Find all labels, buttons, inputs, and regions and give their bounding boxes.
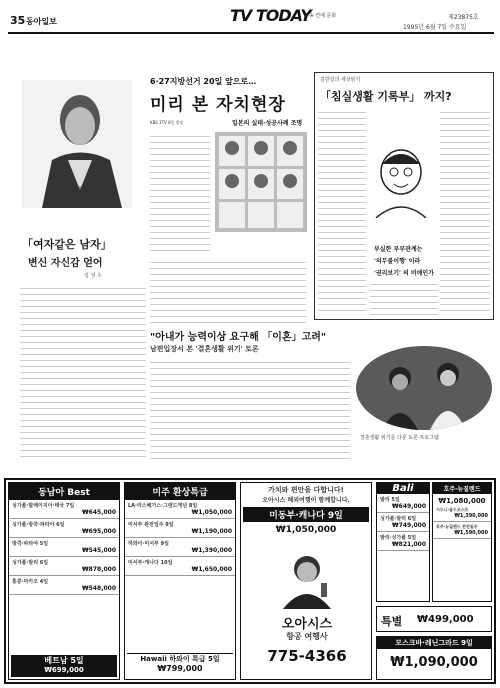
ad-southeast-asia-item-name: 싱가폴·방콕·파타야 6일 bbox=[12, 522, 65, 528]
agent-photo bbox=[275, 549, 339, 609]
ad-australia-item-price: ₩1,390,000 bbox=[454, 513, 488, 519]
ad-special-price: ₩499,000 bbox=[417, 614, 474, 625]
main-headline: 미리 본 자치현장 bbox=[150, 95, 286, 115]
ad-australia-item-price: ₩1,590,000 bbox=[454, 530, 488, 536]
ad-bali-item bbox=[377, 494, 429, 513]
caricature-icon bbox=[368, 144, 434, 218]
ad-australia-item bbox=[433, 522, 491, 539]
ad-bali-title: Bali bbox=[377, 483, 429, 494]
ad-americas-item bbox=[125, 557, 235, 576]
right-caption-2: '의무불이행' 이라 bbox=[374, 258, 421, 265]
ad-americas-item bbox=[125, 538, 235, 557]
ad-bali-item-name: 발리 5일 bbox=[380, 497, 400, 503]
right-caption-1: 부실한 부부관계는 bbox=[374, 246, 423, 253]
election-posters-photo bbox=[215, 132, 307, 232]
ad-southeast-asia-item bbox=[9, 576, 119, 595]
main-body-col1 bbox=[150, 132, 210, 256]
page-number: 35 bbox=[10, 14, 26, 27]
right-body-col2 bbox=[440, 108, 490, 314]
ad-southeast-asia-item-name: 싱가폴·발리 6일 bbox=[12, 560, 49, 566]
ad-special bbox=[376, 606, 492, 632]
right-body-col3 bbox=[370, 280, 438, 316]
ad-southeast-asia-item-price: ₩645,000 bbox=[82, 509, 116, 516]
ad-moscow-label: 모스크바·레닌그라드 bbox=[395, 639, 459, 647]
page-header bbox=[8, 6, 494, 34]
ad-southeast-asia-item-price: ₩878,000 bbox=[82, 566, 116, 573]
ad-southeast-asia-item bbox=[9, 557, 119, 576]
ad-southeast-asia-item bbox=[9, 538, 119, 557]
ad-hawaii-price: ₩799,000 bbox=[157, 664, 203, 673]
ad-special-label: 특별 bbox=[381, 615, 403, 628]
section-logo: TV TODAY bbox=[230, 6, 311, 25]
ad-southeast-asia bbox=[8, 482, 120, 680]
ad-oasis bbox=[240, 482, 372, 680]
ad-australia-item-name: 호주·뉴질랜드 완전일주 bbox=[436, 524, 478, 529]
ad-americas-item-name: 미서부·캐나다 10일 bbox=[128, 560, 173, 566]
ad-moscow bbox=[376, 636, 492, 680]
ad-southeast-asia-item bbox=[9, 519, 119, 538]
main-subheadline: 일본의 실태·성공사례 조명 bbox=[232, 120, 303, 127]
ad-americas-item bbox=[125, 519, 235, 538]
ad-australia-item bbox=[433, 505, 491, 522]
ad-vietnam-footer bbox=[11, 655, 117, 677]
left-headline-1: 「여자같은 남자」 bbox=[22, 238, 112, 251]
ad-oasis-logo-sub: 항공 여행사 bbox=[286, 632, 328, 641]
left-body-text bbox=[20, 284, 146, 462]
ad-americas-item-price: ₩1,050,000 bbox=[191, 509, 232, 516]
paper-name: 동아일보 bbox=[26, 17, 57, 26]
left-byline: 김 성 수 bbox=[84, 273, 102, 279]
ad-moscow-price: ₩1,090,000 bbox=[390, 655, 478, 670]
ad-southeast-asia-item-name: 방콕·파타야 5일 bbox=[12, 541, 49, 547]
bottom-headline: "아내가 능력이상 요구해 「이혼」고려" bbox=[150, 332, 327, 343]
actor-photo-caption: KBS2TV 월화드라마 bbox=[76, 186, 113, 191]
ad-bali-item-price: ₩749,000 bbox=[392, 522, 426, 529]
right-headline: 「침실생활 기록부」 까지? bbox=[320, 90, 452, 103]
ad-moscow-title bbox=[377, 637, 491, 649]
ad-americas-item-name: 하와이·미서부 9일 bbox=[128, 541, 169, 547]
issue-date: 1995년 6월 7일 수요일 bbox=[403, 24, 467, 31]
two-people-icon bbox=[356, 346, 492, 430]
left-headline-2: 변신 자신감 얻어 bbox=[28, 258, 103, 269]
issue-number: 제23875호 bbox=[448, 14, 479, 21]
bottom-subheadline: 남편입장서 본 '결혼생활 위기' 토론 bbox=[150, 345, 259, 353]
ad-southeast-asia-item-price: ₩545,000 bbox=[82, 547, 116, 554]
posters-icon bbox=[215, 132, 307, 232]
main-kicker: 6·27지방선거 20일 앞으로… bbox=[150, 77, 257, 86]
ad-oasis-brand: 오아시스 해외여행이 함께합니다. bbox=[262, 497, 350, 504]
ad-moscow-days: 9일 bbox=[461, 639, 473, 647]
ad-southeast-asia-item bbox=[9, 500, 119, 519]
ad-southeast-asia-title: 동남아 Best bbox=[9, 483, 119, 500]
ad-bali-item bbox=[377, 513, 429, 532]
ad-americas-item-name: 미서부 완전일주 9일 bbox=[128, 522, 174, 528]
right-kicker: 김한길의 세상읽기 bbox=[320, 77, 361, 83]
ad-oasis-feature: 미동부·캐나다 9일 bbox=[243, 507, 369, 522]
ad-bali bbox=[376, 482, 430, 602]
bottom-body-text bbox=[150, 358, 350, 462]
ad-oasis-top: 가치와 편안을 다합니다! bbox=[268, 486, 344, 494]
ad-vietnam-price: ₩699,000 bbox=[44, 666, 84, 674]
ad-oasis-feature-price: ₩1,050,000 bbox=[275, 525, 337, 535]
ad-southeast-asia-item-price: ₩695,000 bbox=[82, 528, 116, 535]
ad-australia-item-name: 시드니·골드코스트 bbox=[436, 507, 469, 512]
ad-southeast-asia-item-name: 홍콩·마카오 4일 bbox=[12, 579, 49, 585]
section-logo-sub: 방송 연예 문화 bbox=[304, 13, 337, 19]
ad-vietnam-label: 베트남 5일 bbox=[44, 656, 84, 665]
ad-americas bbox=[124, 482, 236, 680]
agent-portrait-icon bbox=[275, 549, 339, 609]
ad-australia bbox=[432, 482, 492, 602]
ad-australia-title: 호주·뉴질랜드 bbox=[433, 483, 491, 494]
discussion-photo bbox=[356, 346, 492, 430]
main-body-col2 bbox=[150, 258, 306, 324]
ad-oasis-phone: 775-4366 bbox=[267, 647, 347, 665]
ad-oasis-logo: 오아시스 bbox=[281, 617, 333, 632]
ad-bali-item-name: 발리·싱가폴 5일 bbox=[380, 535, 417, 541]
ad-americas-item bbox=[125, 500, 235, 519]
ad-bali-item-price: ₩649,000 bbox=[392, 503, 426, 510]
ad-section bbox=[4, 478, 496, 684]
ad-hawaii-footer bbox=[127, 653, 233, 678]
ad-americas-item-name: LA·라스베가스·그랜드캐년 8일 bbox=[128, 503, 198, 509]
discussion-photo-caption: 결혼생활 위기를 다룬 토론 프로그램 bbox=[360, 435, 439, 441]
right-body-col1 bbox=[318, 108, 366, 314]
ad-hawaii-label: Hawaii 하와이 특급 5일 bbox=[140, 655, 220, 663]
ad-bali-item-name: 싱가폴·발리 6일 bbox=[380, 516, 417, 522]
ad-australia-price: ₩1,080,000 bbox=[438, 497, 486, 505]
main-byline: KBS 1TV 8일 방송 bbox=[150, 120, 184, 125]
ad-southeast-asia-item-price: ₩548,000 bbox=[82, 585, 116, 592]
right-caption-3: '권리보기' 의 비애인가 bbox=[374, 270, 435, 277]
ad-americas-item-price: ₩1,190,000 bbox=[191, 528, 232, 535]
ad-bali-item-price: ₩821,000 bbox=[392, 541, 426, 548]
ad-americas-title: 미주 환상특급 bbox=[125, 483, 235, 500]
ad-bali-item bbox=[377, 532, 429, 551]
ad-americas-item-price: ₩1,650,000 bbox=[191, 566, 232, 573]
ad-americas-item-price: ₩1,390,000 bbox=[191, 547, 232, 554]
illustration-portrait bbox=[368, 144, 434, 218]
ad-southeast-asia-item-name: 싱가폴·말레이지아·태국 7일 bbox=[12, 503, 75, 509]
